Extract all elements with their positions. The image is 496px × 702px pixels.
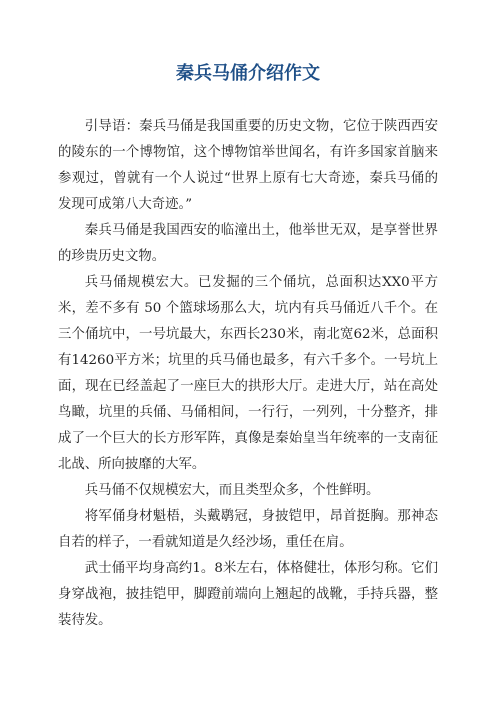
- document-title: 秦兵马俑介绍作文: [176, 63, 320, 84]
- document-body: [58, 114, 438, 634]
- paragraph-intro: 引导语：秦兵马俑是我国重要的历史文物，它位于陕西西安的陵东的一个博物馆，这个博物馆举世闻名，有许多国家首脑来参观过，曾就有一个人说过“世界上原有七大奇迹，秦兵马俑的发现可成第八大奇迹。”: [58, 119, 438, 212]
- paragraph-scale: 兵马俑规模宏大。已发掘的三个俑坑，总面积达XX0平方米，差不多有 50 个篮球场那么大，坑内有兵马俑近八千个。在三个俑坑中，一号坑最大，东西长230米，南北宽62米，总面积有14260平方米；坑里的兵马俑也最多，有六千多个。一号坑上面，现在已经盖起了一座巨大的拱形大厅。走进大厅，站在高处鸟瞰，坑里的兵俑、马俑相间，一行行，一列列，十分整齐，排成了一个巨大的长方形军阵，真像是秦始皇当年统率的一支南征北战、所向披靡的大军。: [58, 275, 438, 472]
- paragraph-types: 兵马俑不仅规模宏大，而且类型众多，个性鲜明。: [84, 483, 380, 498]
- paragraph-general-figure: 将军俑身材魁梧，头戴鹖冠，身披铠甲，昂首挺胸。那神态自若的样子，一看就知道是久经沙场，重任在肩。: [58, 509, 438, 550]
- paragraph-origin: 秦兵马俑是我国西安的临潼出土，他举世无双，是享誉世界的珍贵历史文物。: [58, 223, 438, 264]
- paragraph-warrior-figure: 武士俑平均身高约1。8米左右，体格健壮，体形匀称。它们身穿战袍，披挂铠甲，脚蹬前端向上翘起的战靴，手持兵器，整装待发。: [58, 561, 438, 628]
